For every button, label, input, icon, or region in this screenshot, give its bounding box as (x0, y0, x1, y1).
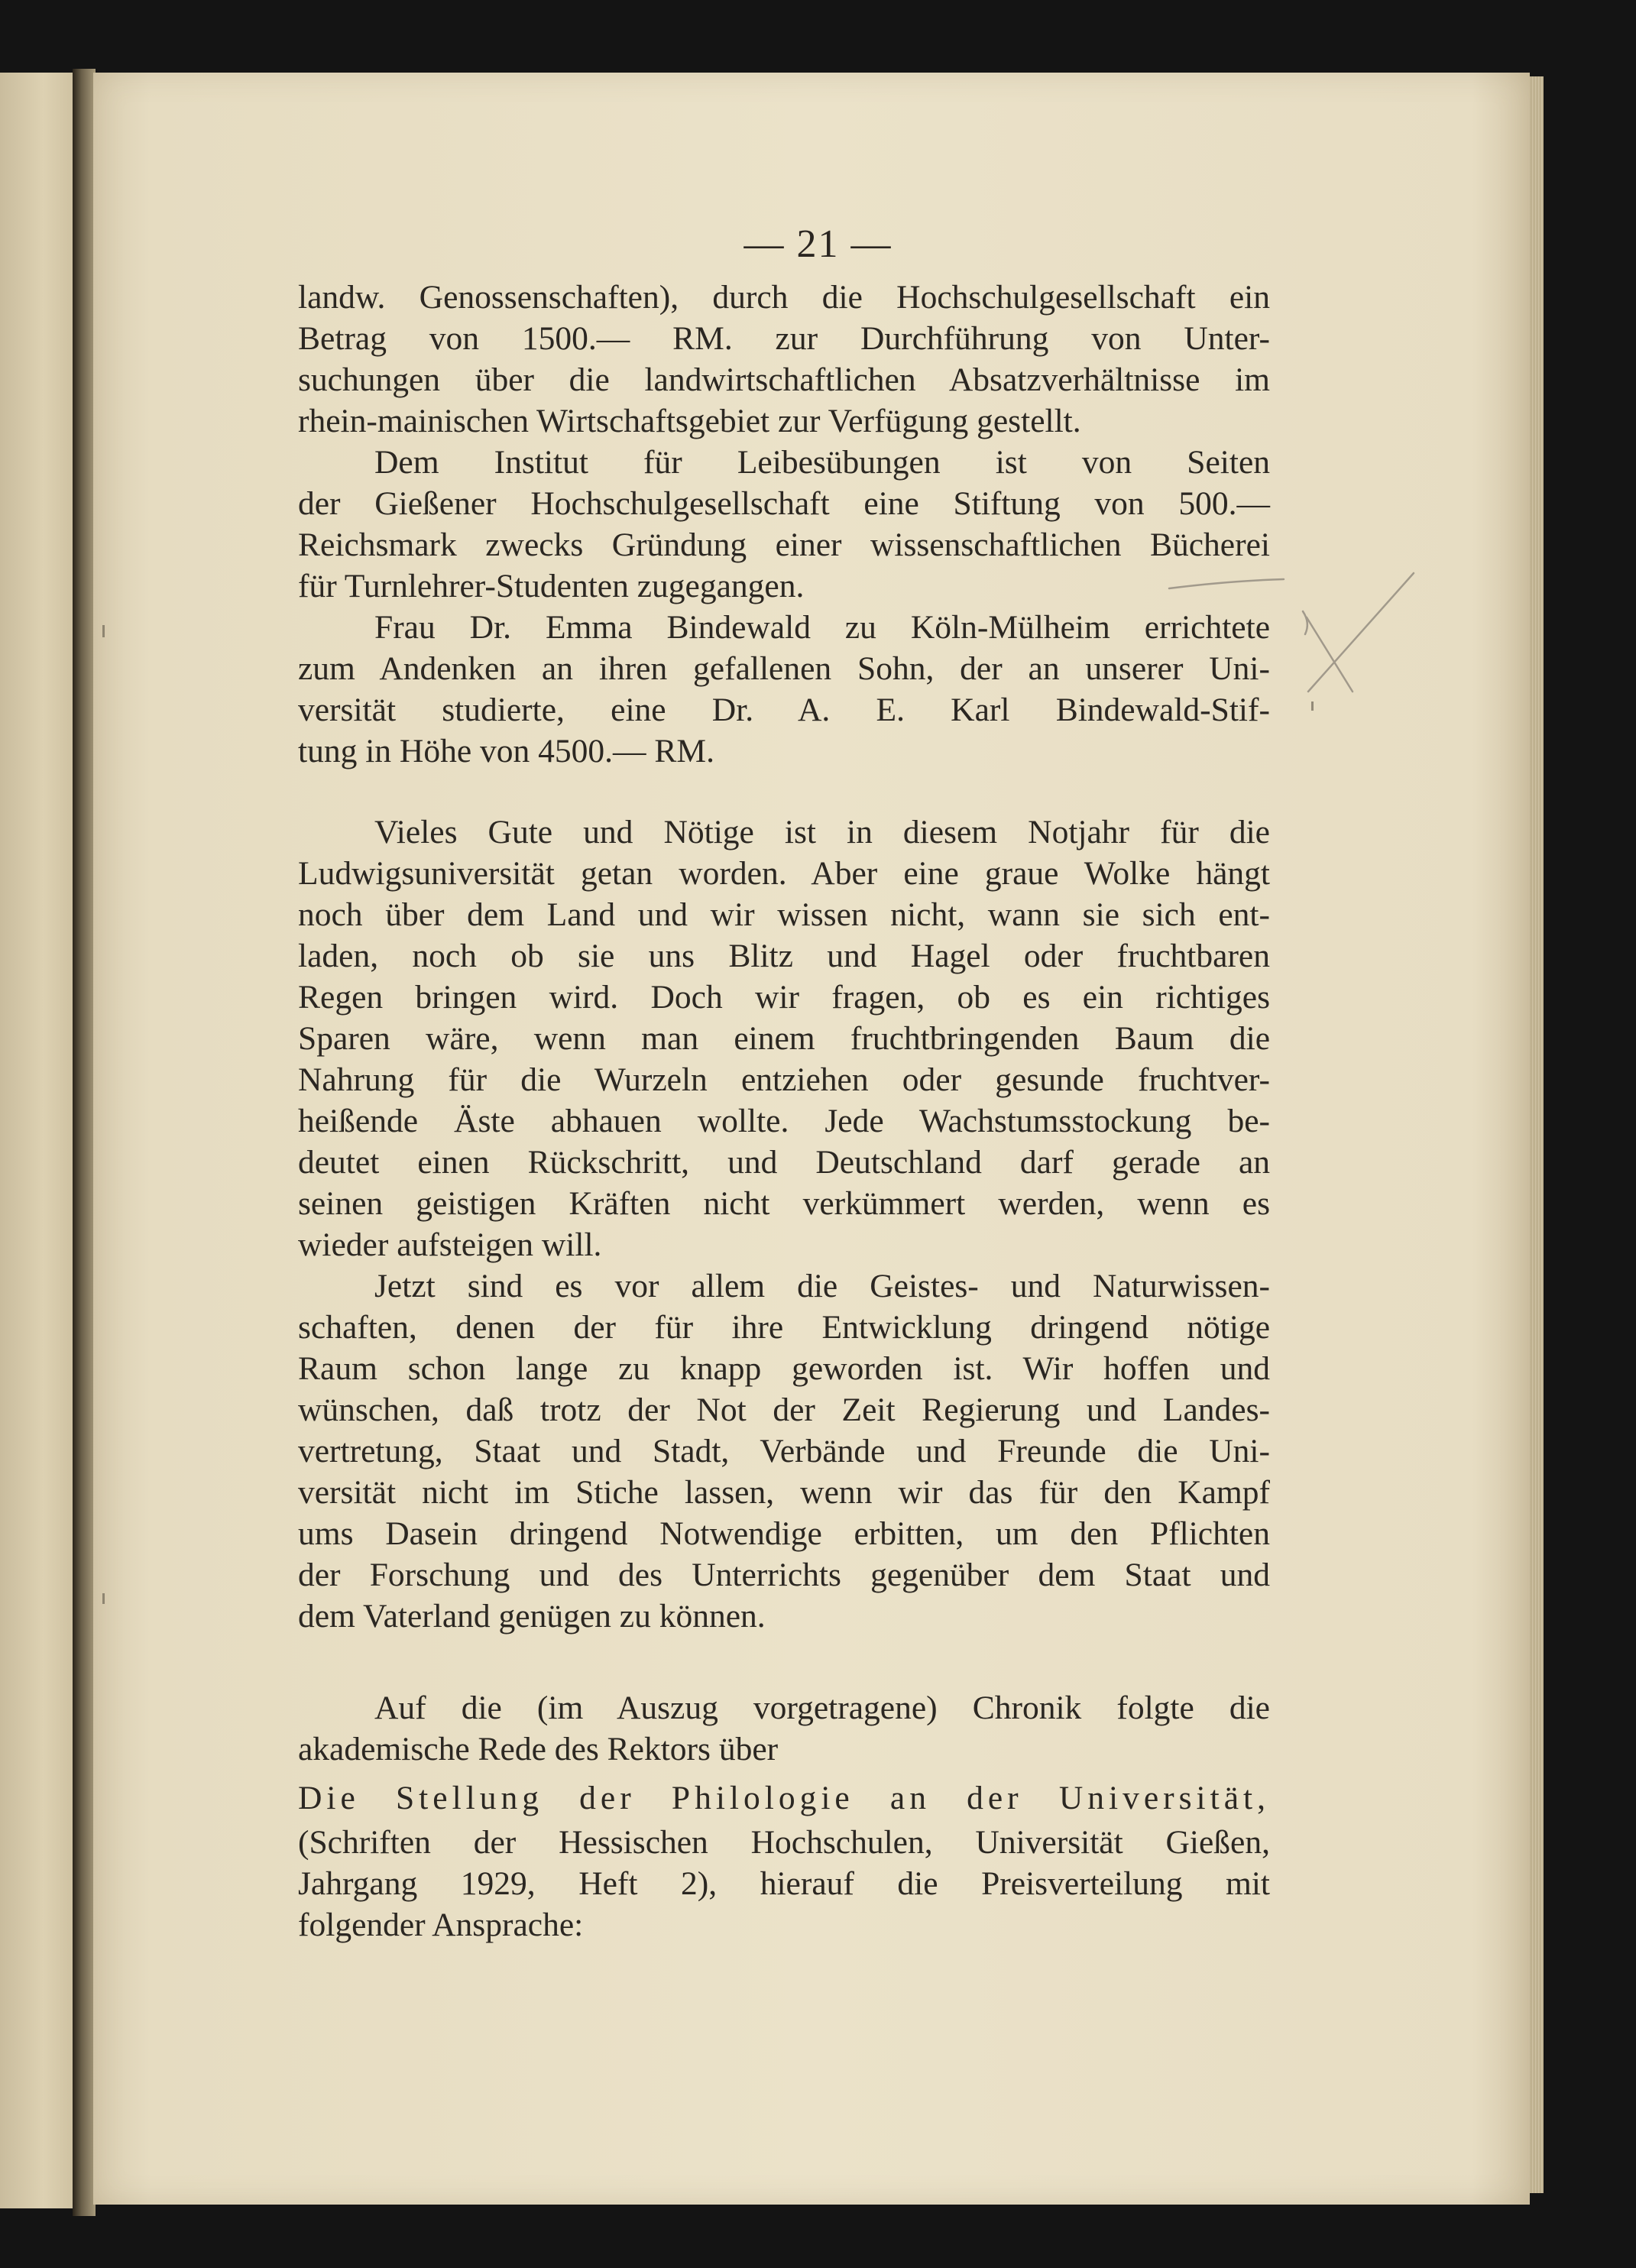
text-line: zum Andenken an ihren gefallenen Sohn, der an unserer Uni- (298, 650, 1270, 687)
text-line: rhein-mainischen Wirtschaftsgebiet zur Verfügung gestellt. (298, 403, 1081, 439)
text-line: Vieles Gute und Nötige ist in diesem Notjahr für die (374, 814, 1270, 851)
text-line: folgender Ansprache: (298, 1907, 584, 1943)
text-line: laden, noch ob sie uns Blitz und Hagel oder fruchtbaren (298, 938, 1270, 974)
text-line: wünschen, daß trotz der Not der Zeit Regierung und Landes- (298, 1392, 1270, 1428)
text-line: Sparen wäre, wenn man einem fruchtbringenden Baum die (298, 1020, 1270, 1057)
text-line: versität nicht im Stiche lassen, wenn wir das für den Kampf (298, 1474, 1270, 1511)
text-line: für Turnlehrer-Studenten zugegangen. (298, 568, 805, 604)
text-line: versität studierte, eine Dr. A. E. Karl Bindewald-Stif- (298, 692, 1270, 728)
text-line: Reichsmark zwecks Gründung einer wissenschaftlichen Bücherei (298, 526, 1270, 563)
body-text (298, 277, 1270, 1946)
paragraph-gap (298, 1637, 1270, 1687)
text-line: Jahrgang 1929, Heft 2), hierauf die Preisverteilung mit (298, 1865, 1270, 1902)
text-line: akademische Rede des Rektors über (298, 1731, 779, 1767)
text-line: Ludwigsuniversität getan worden. Aber eine graue Wolke hängt (298, 855, 1270, 892)
text-line: schaften, denen der für ihre Entwicklung dringend nötige (298, 1309, 1270, 1346)
text-line: vertretung, Staat und Stadt, Verbände und Freunde die Uni- (298, 1433, 1270, 1469)
text-line: landw. Genossenschaften), durch die Hochschulgesellschaft ein (298, 279, 1270, 316)
text-line: (Schriften der Hessischen Hochschulen, Universität Gießen, (298, 1824, 1270, 1861)
text-line: Betrag von 1500.— RM. zur Durchführung von Unter- (298, 320, 1270, 357)
text-line: Regen bringen wird. Doch wir fragen, ob es ein richtiges (298, 979, 1270, 1016)
text-line: Raum schon lange zu knapp geworden ist. Wir hoffen und (298, 1350, 1270, 1387)
text-line: Auf die (im Auszug vorgetragene) Chronik folgte die (374, 1690, 1270, 1726)
text-line: Jetzt sind es vor allem die Geistes- und Naturwissen- (374, 1268, 1270, 1304)
page-stack-edge (1530, 76, 1544, 2193)
book-gutter (73, 69, 96, 2216)
text-line: dem Vaterland genügen zu können. (298, 1598, 766, 1635)
text-line: suchungen über die landwirtschaftlichen Absatzverhältnisse im (298, 361, 1270, 398)
text-line: wieder aufsteigen will. (298, 1226, 602, 1263)
paragraph-gap (298, 772, 1270, 812)
text-line: der Gießener Hochschulgesellschaft eine Stiftung von 500.— (298, 485, 1270, 522)
text-line: Nahrung für die Wurzeln entziehen oder gesunde fruchtver- (298, 1061, 1270, 1098)
text-line: tung in Höhe von 4500.— RM. (298, 733, 714, 770)
paragraph-gap (298, 1770, 1270, 1777)
text-line: der Forschung und des Unterrichts gegenüber dem Staat und (298, 1557, 1270, 1593)
text-line: noch über dem Land und wir wissen nicht, wann sie sich ent- (298, 896, 1270, 933)
text-line: Frau Dr. Emma Bindewald zu Köln-Mülheim errichtete (374, 609, 1270, 646)
facing-page-edge (0, 73, 73, 2208)
lecture-title: Die Stellung der Philologie an der Universität, (298, 1780, 1270, 1816)
text-line: seinen geistigen Kräften nicht verkümmert werden, wenn es (298, 1185, 1270, 1222)
text-line: Dem Institut für Leibesübungen ist von Seiten (374, 444, 1270, 481)
text-line: ums Dasein dringend Notwendige erbitten, um den Pflichten (298, 1515, 1270, 1552)
page-number: — 21 — (743, 222, 893, 266)
text-line: deutet einen Rückschritt, und Deutschland darf gerade an (298, 1144, 1270, 1181)
text-line: heißende Äste abhauen wollte. Jede Wachstumsstockung be- (298, 1103, 1270, 1139)
